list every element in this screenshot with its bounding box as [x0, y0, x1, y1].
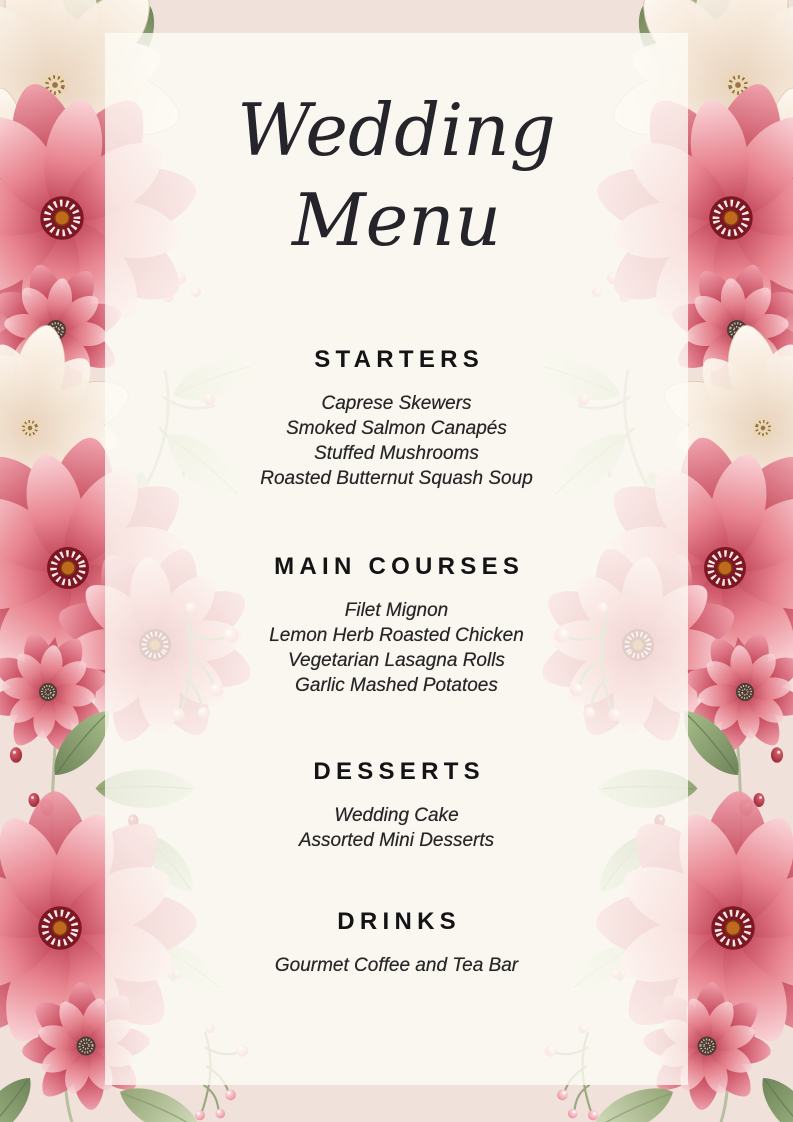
menu-section-starters — [105, 345, 688, 491]
menu-item: Lemon Herb Roasted Chicken — [269, 625, 524, 646]
menu-item: Roasted Butternut Squash Soup — [260, 468, 533, 489]
section-items-starters — [105, 391, 688, 491]
menu-item: Vegetarian Lasagna Rolls — [288, 650, 505, 671]
section-items-main-courses — [105, 598, 688, 698]
section-heading-main-courses: MAIN COURSES — [274, 553, 525, 580]
section-items-drinks — [105, 953, 688, 978]
page-title — [105, 33, 688, 265]
title-line-2: Menu — [291, 178, 502, 262]
menu-section-main-courses — [105, 552, 688, 698]
section-items-desserts — [105, 803, 688, 853]
section-heading-desserts: DESSERTS — [313, 758, 485, 785]
menu-card — [105, 33, 688, 1085]
menu-item: Gourmet Coffee and Tea Bar — [274, 955, 519, 976]
section-heading-drinks: DRINKS — [337, 908, 461, 935]
menu-item: Filet Mignon — [344, 600, 449, 621]
menu-section-desserts — [105, 757, 688, 853]
title-line-1: Wedding — [237, 88, 556, 172]
menu-item: Smoked Salmon Canapés — [286, 418, 507, 439]
menu-item: Caprese Skewers — [321, 393, 472, 414]
menu-item: Stuffed Mushrooms — [314, 443, 479, 464]
menu-item: Assorted Mini Desserts — [298, 830, 495, 851]
menu-section-drinks — [105, 907, 688, 978]
menu-item: Wedding Cake — [334, 805, 459, 826]
section-heading-starters: STARTERS — [314, 346, 485, 373]
menu-item: Garlic Mashed Potatoes — [295, 675, 498, 696]
